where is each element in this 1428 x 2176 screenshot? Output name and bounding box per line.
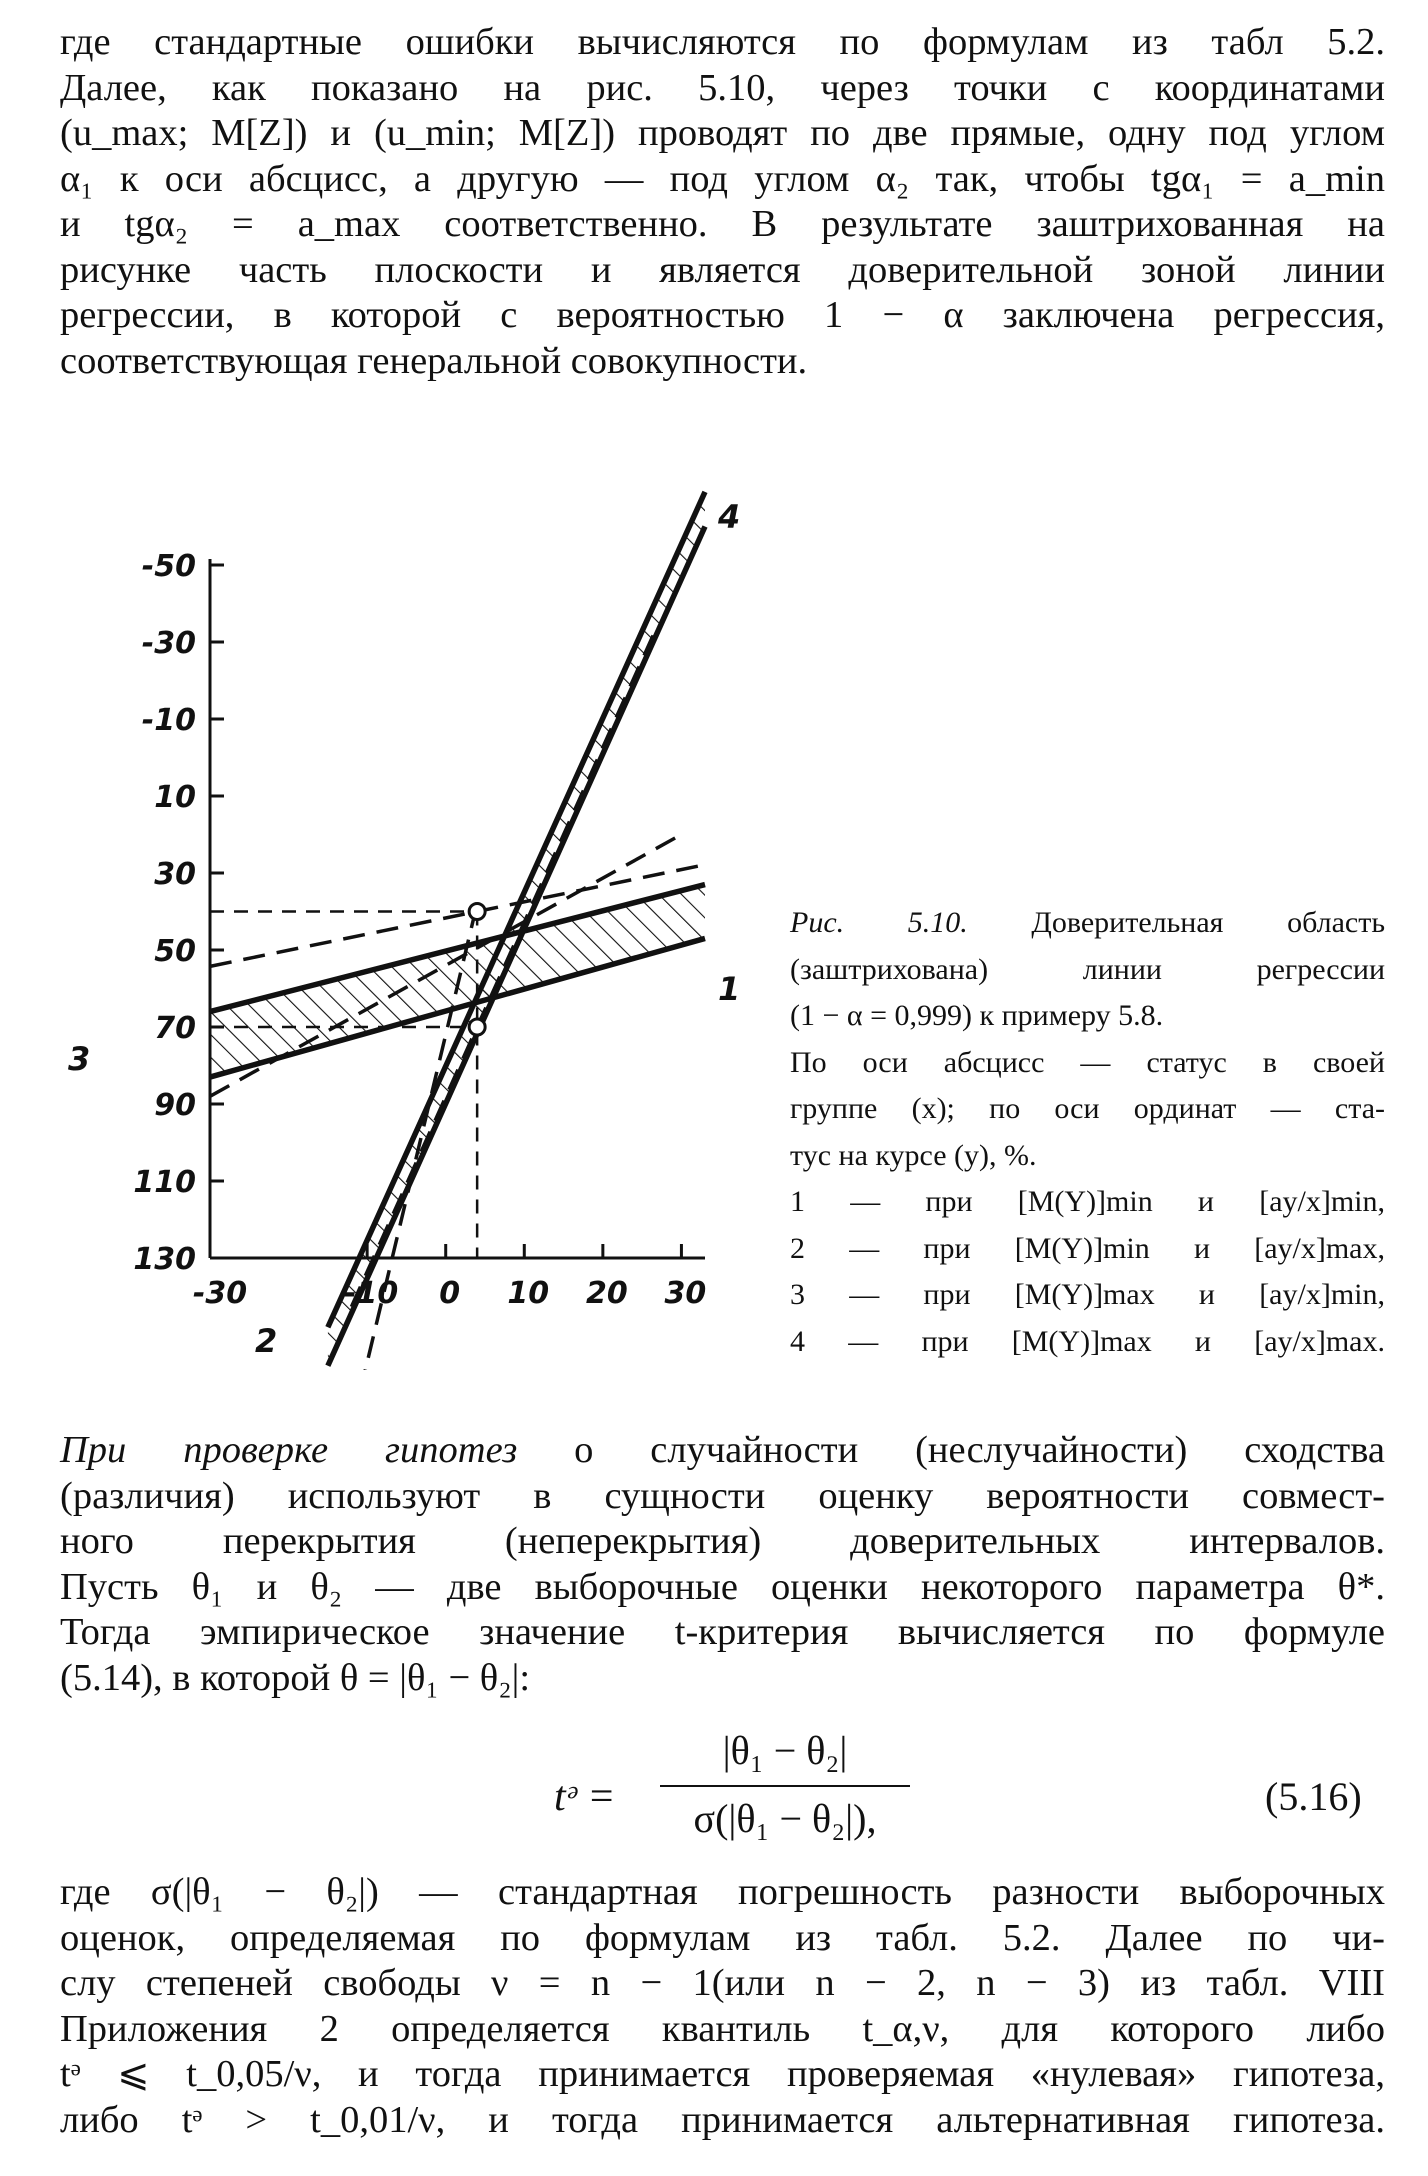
formula-5-16 <box>540 1725 920 1855</box>
x-tick-label: -10 <box>344 1276 399 1311</box>
y-tick-label: 50 <box>154 934 196 969</box>
line-label-2: 2 <box>255 1322 278 1360</box>
caption-text: Доверительная область <box>967 906 1385 939</box>
point-marker <box>469 1019 485 1035</box>
y-tick-label: 130 <box>133 1242 196 1277</box>
caption-legend-line: 4 — при [M(Y)]max и [ay/x]max. <box>790 1324 1385 1358</box>
regression-confidence-figure <box>50 490 750 1370</box>
y-tick-label: 10 <box>154 780 196 815</box>
x-tick-label: 10 <box>507 1276 550 1311</box>
line-label-3: 3 <box>68 1040 91 1078</box>
point-marker <box>469 904 485 920</box>
caption-legend-line: 1 — при [M(Y)]min и [ay/x]min, <box>790 1185 1385 1218</box>
formula-trailing-comma: , <box>866 1796 877 1841</box>
line-label-1: 1 <box>718 970 741 1008</box>
text-line: (различия) используют в сущности оценку вероятности совмест- <box>60 1474 1385 1517</box>
y-tick-label: -30 <box>141 626 196 661</box>
italic-lead: При проверке гипотез <box>60 1429 518 1471</box>
denominator-text: σ(|θ₁ − θ₂|) <box>693 1796 867 1841</box>
text-line: Приложения 2 определяется квантиль t_α,ν, для которого либо <box>60 2007 1385 2050</box>
text-line: Тогда эмпирическое значение t-критерия вычисляется по формуле <box>60 1611 1385 1653</box>
paragraph-3 <box>60 1870 1385 2143</box>
x-tick-label: -30 <box>192 1276 248 1311</box>
text-line: (u_max; M[Z]) и (u_min; M[Z]) проводят по две прямые, одну под углом <box>60 112 1385 154</box>
text-line: либо tᵊ > t_0,01/ν, и тогда принимается альтернативная гипотеза. <box>60 2098 1385 2141</box>
figure-caption <box>790 900 1385 1365</box>
x-tick-label: 20 <box>585 1276 628 1311</box>
caption-heading: Рис. 5.10. <box>790 906 968 939</box>
x-tick-label: 0 <box>439 1276 461 1311</box>
paragraph-1 <box>60 20 1385 384</box>
text-line: α₁ к оси абсцисс, а другую — под углом α₂ так, чтобы tgα₁ = a_min <box>60 157 1385 200</box>
text-line: где σ(|θ₁ − θ₂|) — стандартная погрешность разности выборочных <box>60 1871 1385 1913</box>
y-tick-label: -50 <box>141 549 196 584</box>
formula-numerator: |θ₁ − θ₂| <box>722 1728 848 1773</box>
y-tick-label: 30 <box>154 857 196 892</box>
text-line: соответствующая генеральной совокупности. <box>60 339 808 382</box>
y-tick-label: 70 <box>154 1011 196 1046</box>
caption-legend-line: 2 — при [M(Y)]min и [ay/x]max, <box>790 1231 1385 1265</box>
text-line: Далее, как показано на рис. 5.10, через точки с координатами <box>60 66 1385 109</box>
x-tick-label: 30 <box>664 1276 707 1311</box>
fraction-bar <box>660 1785 910 1787</box>
caption-legend-line: 3 — при [M(Y)]max и [ay/x]min, <box>790 1278 1385 1311</box>
paragraph-2 <box>60 1428 1385 1701</box>
y-tick-label: 90 <box>154 1088 196 1123</box>
caption-line: группе (x); по оси ординат — ста- <box>790 1092 1385 1125</box>
text-line: рисунке часть плоскости и является доверительной зоной линии <box>60 248 1385 291</box>
caption-line: По оси абсцисс — статус в своей <box>790 1045 1385 1079</box>
text-line: оценок, определяемая по формулам из табл. 5.2. Далее по чи- <box>60 1916 1385 1959</box>
text-run: о случайности (неслучайности) сходства <box>517 1429 1385 1471</box>
text-line: слу степеней свободы ν = n − 1(или n − 2, n − 3) из табл. VIII <box>60 1962 1385 2004</box>
text-line: где стандартные ошибки вычисляются по формулам из табл 5.2. <box>60 21 1385 63</box>
caption-line: тус на курсе (y), %. <box>790 1138 1037 1172</box>
formula-denominator <box>660 1795 910 1842</box>
y-tick-label: -10 <box>141 703 196 738</box>
text-line <box>60 1428 1385 1474</box>
formula-lhs: tᵊ = <box>554 1774 616 1820</box>
caption-line: (заштрихована) линии регрессии <box>790 952 1385 986</box>
equation-number: (5.16) <box>1265 1774 1362 1819</box>
text-line: (5.14), в которой θ = |θ₁ − θ₂|: <box>60 1656 531 1699</box>
text-line: tᵊ ⩽ t_0,05/ν, и тогда принимается проверяемая «нулевая» гипотеза, <box>60 2053 1385 2095</box>
caption-line <box>790 900 1385 947</box>
line-label-4: 4 <box>718 498 741 536</box>
text-line: регрессии, в которой с вероятностью 1 − α заключена регрессия, <box>60 294 1385 336</box>
caption-line: (1 − α = 0,999) к примеру 5.8. <box>790 999 1164 1032</box>
y-tick-label: 110 <box>133 1165 196 1200</box>
text-line: и tgα₂ = a_max соответственно. В результате заштрихованная на <box>60 203 1385 245</box>
text-line: Пусть θ₁ и θ₂ — две выборочные оценки некоторого параметра θ*. <box>60 1565 1385 1608</box>
text-line: ного перекрытия (неперекрытия) доверительных интервалов. <box>60 1520 1385 1562</box>
